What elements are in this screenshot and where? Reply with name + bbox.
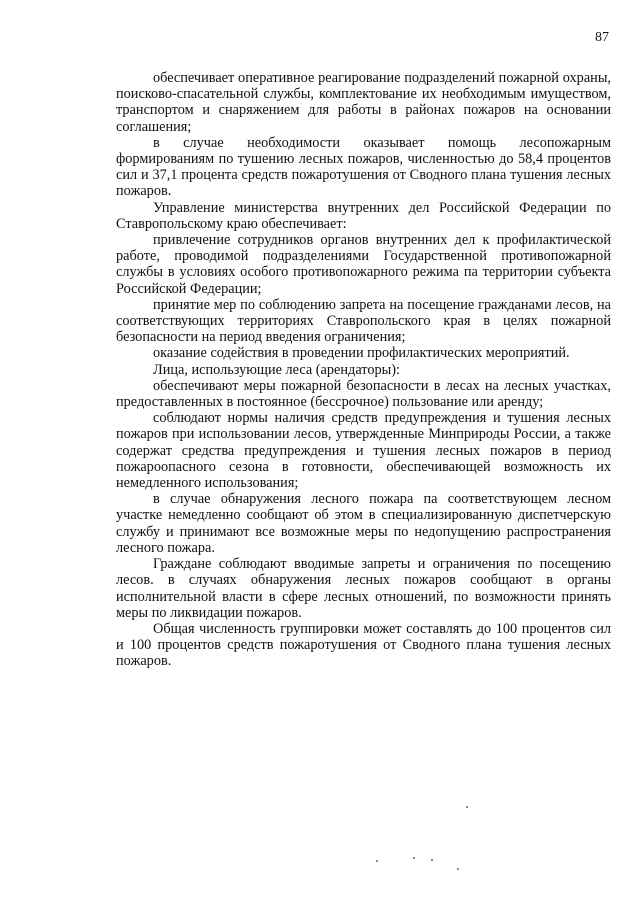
paragraph: Лица, использующие леса (арендаторы): bbox=[153, 361, 400, 378]
scan-speck bbox=[466, 806, 468, 808]
paragraph: Граждане соблюдают вводимые запреты и ограничения по посещению лесов. в случаях обнаружения лесных пожаров сообщают в органы исполнительной власти в сфере лесных отношений, по возможности принять меры по ликвидации пожаров. bbox=[116, 556, 611, 621]
paragraph: в случае обнаружения лесного пожара па соответствующем лесном участке немедленно сообщают об этом в специализированную диспетчерскую службу и принимают все возможные меры по недопущению распространения лесного пожара. bbox=[116, 491, 611, 556]
paragraph: принятие мер по соблюдению запрета на посещение гражданами лесов, на соответствующих территориях Ставропольского края в целях пожарной безопасности на период введения ограничения; bbox=[116, 296, 611, 346]
paragraph: оказание содействия в проведении профилактических мероприятий. bbox=[153, 345, 570, 362]
paragraph: привлечение сотрудников органов внутренних дел к профилактической работе, проводимой подразделениями Государственной противопожарной службы в условиях особого противопожарного режима па территории субъекта Российской Федерации; bbox=[116, 232, 611, 297]
scan-speck bbox=[457, 868, 459, 870]
paragraph: обеспечивает оперативное реагирование подразделений пожарной охраны, поисково-спасательной службы, комплектование их необходимым имуществом, транспортом и снаряжением для работы в районах пожаров на основании соглашения; bbox=[116, 70, 611, 135]
scan-speck bbox=[413, 857, 415, 859]
body-text bbox=[116, 70, 611, 670]
paragraph: обеспечивают меры пожарной безопасности в лесах на лесных участках, предоставленных в постоянное (бессрочное) пользование или аренду; bbox=[116, 377, 611, 411]
scan-speck bbox=[431, 859, 433, 861]
paragraph: соблюдают нормы наличия средств предупреждения и тушения лесных пожаров при использовании лесов, утвержденные Минприроды России, а также содержат средства предупреждения и тушения лесных пожаров в период пожароопасного сезона в готовности, обеспечивающей возможность их немедленного использования; bbox=[116, 410, 611, 492]
page-number: 87 bbox=[595, 30, 609, 45]
scan-speck bbox=[376, 860, 378, 862]
paragraph: Общая численность группировки может составлять до 100 процентов сил и 100 процентов средств пожаротушения от Сводного плана тушения лесных пожаров. bbox=[116, 620, 611, 670]
paragraph: Управление министерства внутренних дел Российской Федерации по Ставропольскому краю обеспечивает: bbox=[116, 199, 611, 232]
paragraph: в случае необходимости оказывает помощь лесопожарным формированиям по тушению лесных пожаров, численностью до 58,4 процентов сил и 37,1 процента средств пожаротушения от Сводного плана тушения лесных пожаров. bbox=[116, 134, 611, 200]
